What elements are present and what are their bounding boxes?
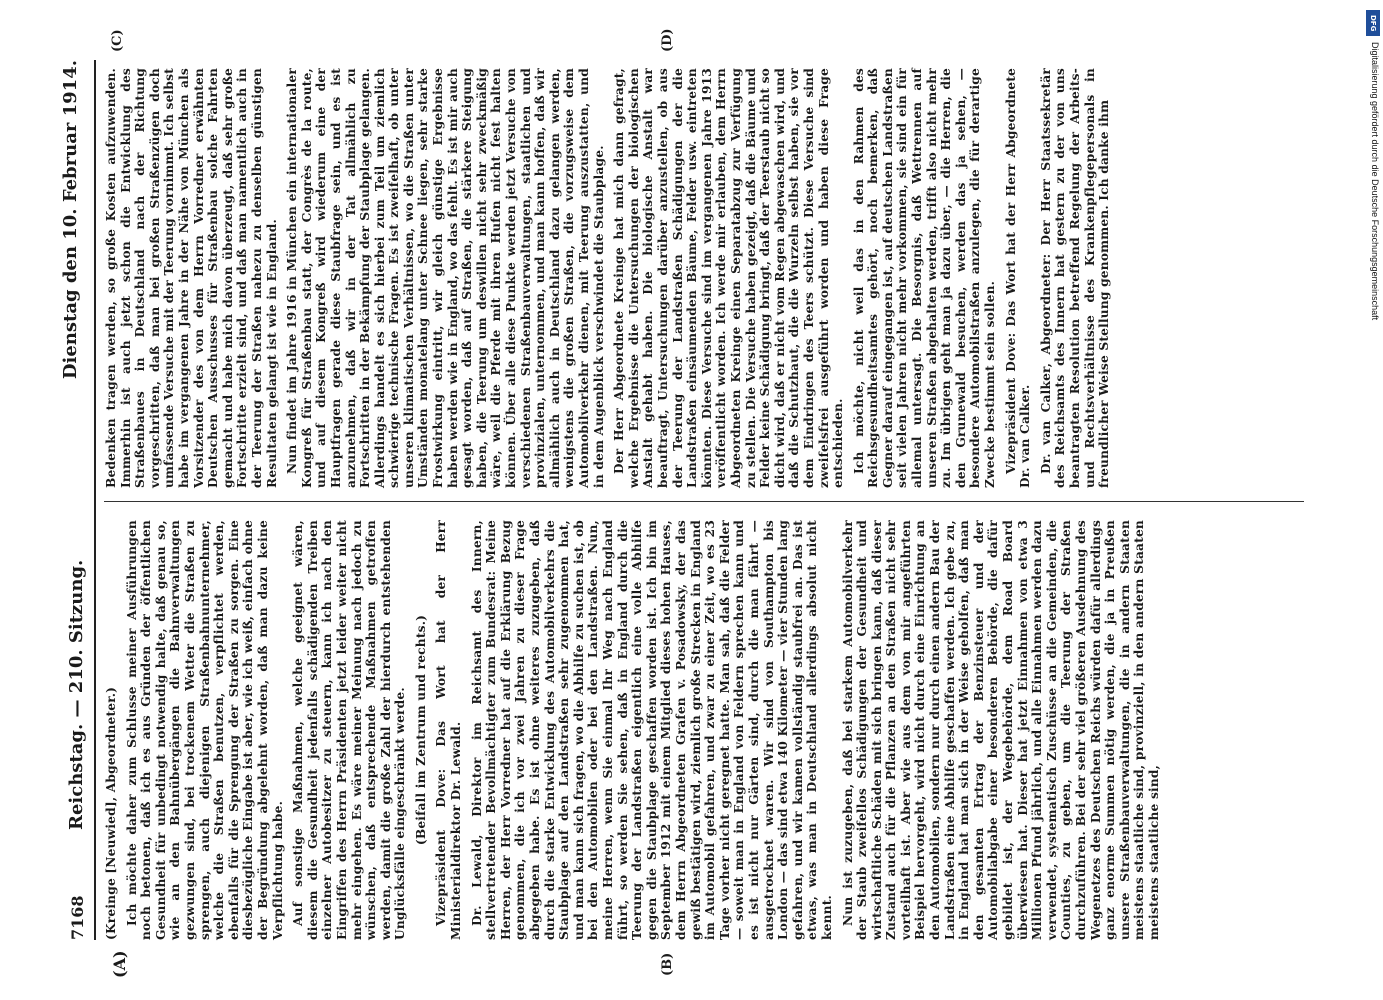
paragraph: Vizepräsident Dove: Das Wort hat der Herr Ministerialdirektor Dr. Lewald.: [434, 520, 464, 940]
paragraph: Nun ist zuzugeben, daß bei starkem Automobilverkehr der Staub zweifellos Schädigungen der Gesundheit und wirtschaftliche Schäden mit sich bringen kann, daß dieser Zustand auch für die Pflanzen an den Straßen nicht sehr vorteilhaft ist. Aber wie aus dem von mir angeführten Beispiel hervorgeht, wird nicht durch eine Einrichtung an den Automobilen, sondern nur durch einen andern Bau der Landstraßen eine Abhilfe geschaffen werden. Ich gebe zu, in England hat man sich in der Weise geholfen, daß man den gesamten Ertrag der Benzinsteuer und der Automobilabgabe einer besonderen Behörde, die dafür gebildet ist, der Wegebehörde, dem Road Board überwiesen hat. Dieser hat jetzt Einnahmen von etwa 3 Millionen Pfund jährlich, und alle Einnahmen werden dazu verwendet, systematisch Zuschüsse an die Gemeinden, die Counties, zu geben, um die Teerung der Straßen durchzuführen. Bei der sehr viel größeren Ausdehnung des Wegenetzes des Deutschen Reichs würden dafür allerdings ganz enorme Summen nötig werden, die ja in Preußen unsere Straßenbauverwaltungen, die in andern Staaten meistens staatliche sind, provinziell, in den andern Staaten meistens staatliche sind,: [840, 520, 1161, 940]
digitization-sidebar: [1366, 10, 1380, 990]
column-divider: [104, 501, 1304, 502]
header-rule: [94, 60, 96, 940]
left-column: [104, 520, 1168, 940]
page-header: [60, 60, 90, 940]
digitization-credit: Digitalisierung gefördert durch die Deutsche Forschungsgemeinschaft: [1370, 42, 1380, 321]
paragraph: Dr. van Calker, Abgeordneter: Der Herr Staatssekretär des Reichsamts des Innern hat gestern zu der von uns beantragten Resolution betreffend Regelung der Arbeits- und Rechtsverhältnisse des Krankenpflegepersonals in freundlicher Weise Stellung genommen. Ich danke ihm: [1038, 68, 1112, 488]
paragraph: Der Herr Abgeordnete Kreinge hat mich dann gefragt, welche Ergebnisse die Untersuchungen der biologischen Anstalt gehabt haben. Die biologische Anstalt war beauftragt, Untersuchungen darüber anzustellen, ob aus der Teerung der Landstraßen Schädigungen der die Landstraßen einsäumenden Bäume, Felder usw. eintreten könnten. Diese Versuche sind im vergangenen Jahre 1913 veröffentlicht worden. Ich werde mir erlauben, dem Herrn Abgeordneten Kreinge einen Separatabzug zur Verfügung zu stellen. Die Versuche haben gezeigt, daß die Bäume und Felder keine Schädigung bringt, daß der Teerstaub nicht so dicht wird, daß er nicht vom Regen abgewaschen wird, und daß die Schutzhaut, die die Wurzeln selbst haben, sie vor dem Eindringen des Teers schützt. Diese Versuche sind zweifelsfrei ausgeführt worden und haben diese Frage entschieden.: [612, 68, 846, 488]
margin-mark-c: (C): [110, 29, 125, 52]
paragraph: Ich möchte, nicht weil das in den Rahmen des Reichsgesundheitsamtes gehört, noch bemerken, daß Gegner darauf eingegangen ist, auf deutschen Landstraßen seit vielen Jahren nicht mehr vorkommen, sie sind ein für allemal untersagt. Die Besorgnis, daß Wettrennen auf unseren Straßen abgehalten werden, trifft also nicht mehr zu. Im übrigen geht man ja dazu über, — die Herren, die den Grunewald besuchen, werden das ja sehen, — besondere Automobilstraßen anzulegen, die für derartige Zwecke bestimmt sein sollen.: [851, 68, 998, 488]
paragraph: Nun findet im Jahre 1916 in München ein internationaler Kongreß für Straßenbau statt, der Congrès de la route, und auf diesem Kongreß wird wiederum eine der Hauptfragen gerade diese Staubfrage sein, und es ist anzunehmen, daß wir in der Tat allmählich zu Fortschritten in der Bekämpfung der Staubplage gelangen. Allerdings handelt es sich hierbei zum Teil um ziemlich schwierige technische Fragen. Es ist zweifelhaft, ob unter unseren klimatischen Verhältnissen, wo die Straßen unter Umständen monatelang unter Schnee liegen, sehr starke Frostwirkung eintritt, wir gleich günstige Ergebnisse haben werden wie in England, wo das fehlt. Es ist mir auch gesagt worden, daß auf Straßen, die stärkere Steigung haben, die Teerung um deswillen nicht sehr zweckmäßig wäre, weil die Pferde mit ihren Hufen nicht fest halten können. Über alle diese Punkte werden jetzt Versuche von verschiedenen Straßenbauverwaltungen, staatlichen und provinzialen, unternommen, und man kann hoffen, daß wir allmählich auch in Deutschland dazu gelangen werden, wenigstens die großen Straßen, die vorzugsweise dem Automobilverkehr dienen, mit Teerung auszustatten, und in dem Augenblick verschwindet die Staubplage.: [285, 68, 606, 488]
applause-note: (Beifall im Zentrum und rechts.): [413, 614, 428, 846]
margin-mark-a: (A): [110, 950, 129, 978]
header-left-title: Reichstag. — 210. Sitzung.: [66, 559, 87, 830]
right-column: [104, 68, 1118, 488]
paragraph: Vizepräsident Dove: Das Wort hat der Herr Abgeordnete Dr. van Calker.: [1003, 68, 1033, 488]
page-content: [60, 28, 1310, 978]
margin-mark-b: (B): [660, 952, 675, 976]
dfg-logo: DFG: [1366, 10, 1380, 36]
page-number: 7168: [68, 895, 87, 940]
speaker-note: (Kreinge [Neuwied], Abgeordneter.): [104, 686, 118, 940]
paragraph: Ich möchte daher zum Schlusse meiner Ausführungen noch betonen, daß ich es aus Gründen der öffentlichen Gesundheit für unbedingt notwendig halte, daß genau so, wie an den Bahnübergängen die Bahnverwaltungen gezwungen sind, bei trockenem Wetter die Straßen zu sprengen, auch diejenigen Straßenbahnunternehmer, welche die Straßen benutzen, verpflichtet werden, ebenfalls für die Sprengung der Straßen zu sorgen. Eine diesbezügliche Eingabe ist aber, wie ich weiß, einfach ohne der Begründung abgelehnt worden, daß man dazu keine Verpflichtung habe.: [124, 520, 285, 940]
header-right-title: Dienstag den 10. Februar 1914.: [60, 60, 81, 380]
paragraph: Dr. Lewald, Direktor im Reichsamt des Innern, stellvertretender Bevollmächtigter zum Bundesrat: Meine Herren, der Herr Vorredner hat auf die Erklärung Bezug genommen, die ich vor zwei Jahren zu dieser Frage abgegeben habe. Es ist ohne weiteres zuzugeben, daß durch die starke Entwicklung des Automobilverkehrs die Staubplage auf den Landstraßen sehr zugenommen hat, und man kann sich fragen, wo die Abhilfe zu suchen ist, ob bei den Automobilen oder bei den Landstraßen. Nun, meine Herren, wenn Sie einmal Ihr Weg nach England führt, so werden Sie sehen, daß in England durch die Teerung der Landstraßen eigentlich eine volle Abhilfe gegen die Staubplage geschaffen worden ist. Ich bin im September 1912 mit einem Mitglied dieses hohen Hauses, dem Herrn Abgeordneten Grafen v. Posadowsky, der das gewiß bestätigen wird, ziemlich große Strecken in England im Automobil gefahren, und zwar zu einer Zeit, wo es 23 Tage vorher nicht geregnet hatte. Man sah, daß die Felder — soweit man in England von Feldern sprechen kann und es ist nicht nur Gärten sind, durch die man fährt — ausgetrocknet waren. Wir sind von Southampton bis London — das sind etwa 140 Kilometer — vier Stunden lang gefahren, und wir kamen vollständig staubfrei an. Das ist etwas, was man in Deutschland allerdings absolut nicht kennt.: [469, 520, 834, 940]
margin-mark-d: (D): [660, 28, 675, 52]
paragraph: Auf sonstige Maßnahmen, welche geeignet wären, diesem die Gesundheit jedenfalls schädigenden Treiben einzelner Autobesitzer zu steuern, kann ich nach den Eingriffen des Herrn Präsidenten jetzt leider weiter nicht mehr eingehen. Es wäre meiner Meinung nach jedoch zu wünschen, daß entsprechende Maßnahmen getroffen werden, damit die große Zahl der hierdurch entstehenden Unglücksfälle eingeschränkt werde.: [291, 520, 408, 940]
paragraph: Bedenken tragen werden, so große Kosten aufzuwenden. Immerhin ist auch jetzt schon die Entwicklung des Straßenbaues in Deutschland nach der Richtung vorgeschritten, daß man bei großen Straßenzügen doch umfassende Versuche mit der Teerung vornimmt. Ich selbst habe im vergangenen Jahre in der Nähe von München als Vorsitzender des von dem Herrn Vorredner erwähnten Deutschen Ausschusses für Straßenbau solche Fahrten gemacht und habe mich davon überzeugt, daß sehr große Fortschritte erzielt sind, und daß man namentlich auch in der Teerung der Straßen nahezu zu denselben günstigen Resultaten gelangt ist wie in England.: [104, 68, 279, 488]
